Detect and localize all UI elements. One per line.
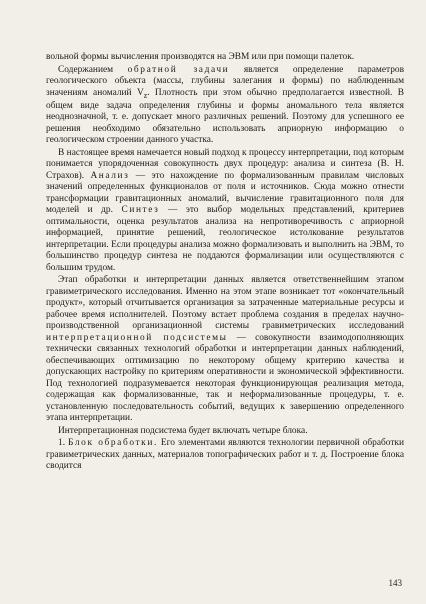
text-run: — это выбор модельных представлений, критериев оптимальности, оценка результатов анализа на непротиворечивость с априорной информацией, принятие решений, геологическое истолкование результатов интерпретации. Если процедуры анализа можно формализовать и выполнить на ЭВМ, то большинство процедур синтеза не поддаются формализации или осуществляются с большим трудом. [46, 205, 404, 273]
spaced-term: интерпретационной подсистемы [46, 332, 228, 343]
body-text [46, 52, 404, 473]
text-run: 1. [58, 438, 69, 449]
page-number: 143 [388, 578, 402, 588]
paragraph [46, 148, 404, 275]
spaced-term: обратной задачи [127, 64, 230, 75]
paragraph [46, 426, 404, 438]
text-run: . Плотность при этом обычно предполагается известной. В общем виде задача определения глубины и формы аномального тела является неоднозначной, т. е. допускает много различных решений. Поэтому для успешного ее решения необходимо обязательно использовать априорную информацию о геологическом строении данного участка. [46, 87, 404, 146]
text-run: В настоящее время намечается новый подход к процессу интерпретации, под которым понимается упорядоченная совокупность двух процедур: анализа и синтеза (В. Н. Страхов). [46, 147, 404, 181]
text-run: Его элементами являются технологии первичной обработки гравиметрических данных, материалов топографических работ и т. д. Построение блока сводится [46, 438, 405, 472]
text-run: Содержанием [58, 64, 128, 75]
text-run: Этап обработки и интерпретации данных является ответственнейшим этапом гравиметрического исследования. Именно на этом этапе возникает тот «окончательный продукт», который отчитывается организация за затраченные материальные ресурсы и рабочее время исполнителей. Поэтому встает проблема создания в пределах научно-производственной организационной системы гравиметрических исследований [46, 275, 404, 332]
subscript: z [143, 90, 148, 100]
spaced-term: Синтез [121, 205, 160, 216]
text-run: — это нахождение по формализованным правилам числовых значений определенных функционалов от поля и источников. Сюда можно отнести трансформации гравитационных аномалий, вычисление гравитационного поля для моделей и др. [46, 170, 405, 216]
paragraph [46, 65, 404, 147]
text-run: — совокупности взаимодополняющих технически связанных технологий обработки и интерпретации данных наблюдений, обеспечивающих оптимизацию по некоторому общему критерию качества и допускающих настройку по критериям оперативности и экономической эффективности. Под технологией подразумевается некоторая функционирующая реализация метода, содержащая как формализованные, так и неформализованные процедуры, т. е. установленную последовательность событий, ведущих к завершению определенного этапа интерпретации. [46, 332, 404, 424]
spaced-term: Блок обработки. [68, 438, 158, 449]
paragraph [46, 275, 404, 425]
text-run: вольной формы вычисления производятся на ЭВМ или при помощи палеток. [46, 52, 355, 62]
paragraph [46, 52, 404, 64]
text-run: является определение параметров геологического объекта (массы, глубины залегания и формы) по наблюденным значениям аномалий V [46, 64, 404, 98]
spaced-term: Анализ [90, 170, 130, 181]
text-run: Интерпретационная подсистема будет включать четыре блока. [58, 425, 308, 436]
paragraph [46, 438, 404, 473]
